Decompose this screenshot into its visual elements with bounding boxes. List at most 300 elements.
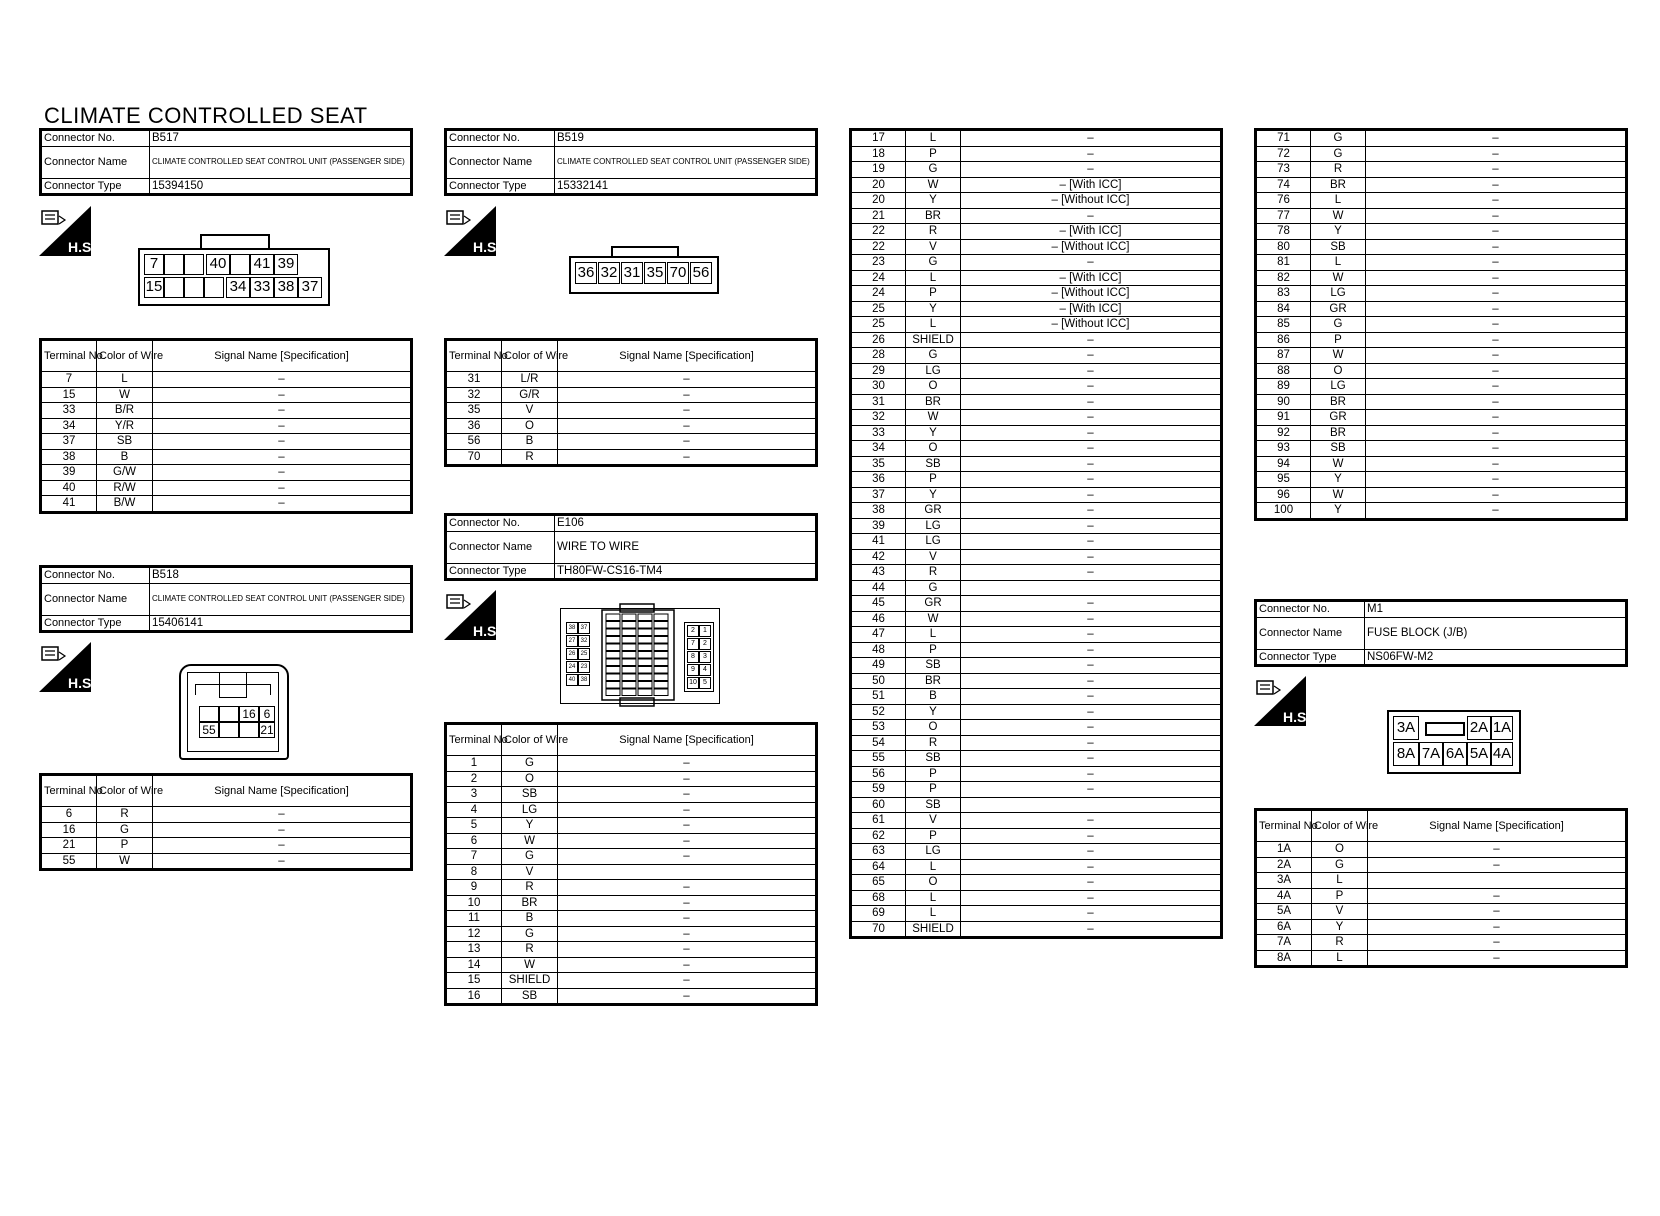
terminal-no-cell: 32 (446, 387, 502, 403)
cavity (606, 629, 620, 636)
terminal-no-cell: 28 (851, 348, 906, 364)
signal-name-cell: – (558, 973, 817, 989)
wire-color-cell: SB (502, 988, 558, 1005)
terminal-no-cell: 89 (1256, 379, 1311, 395)
wire-color-cell: GR (1311, 301, 1366, 317)
signal-name-cell: – (153, 449, 412, 465)
terminal-no-cell: 93 (1256, 441, 1311, 457)
wire-color-cell: P (906, 782, 961, 798)
wire-color-cell: G (97, 822, 153, 838)
pin: 8A (1393, 742, 1419, 766)
table-row (1256, 255, 1627, 271)
cavity (638, 682, 652, 689)
signal-name-cell: – (1368, 842, 1627, 858)
table-row (851, 611, 1222, 627)
signal-name-cell: – (961, 425, 1222, 441)
table-row (851, 518, 1222, 534)
pin: 3 (699, 651, 711, 663)
table-row (1256, 270, 1627, 286)
signal-name-cell: – (961, 906, 1222, 922)
signal-name-cell: – (1366, 193, 1627, 209)
terminal-no-cell: 76 (1256, 193, 1311, 209)
signal-name-cell: – (1366, 441, 1627, 457)
wire-color-cell: G (1311, 317, 1366, 333)
signal-name-cell: – [With ICC] (961, 177, 1222, 193)
wire-color-cell: G (502, 849, 558, 865)
terminal-no-cell: 21 (41, 838, 97, 854)
pin: 24 (566, 661, 578, 673)
terminal-no-cell: 26 (851, 332, 906, 348)
table-row (1256, 208, 1627, 224)
signal-name-cell: – (153, 434, 412, 450)
terminal-no-cell: 90 (1256, 394, 1311, 410)
table-row (41, 449, 412, 465)
connector-name-label: Connector Name (1256, 617, 1365, 649)
b519-info (444, 128, 818, 196)
pin: 40 (566, 674, 578, 686)
pin: 32 (578, 635, 590, 647)
signal-name-cell: – (961, 704, 1222, 720)
terminal-no-cell: 24 (851, 270, 906, 286)
cavity (606, 667, 620, 674)
terminal-no-cell: 13 (446, 942, 502, 958)
hs-label: H.S. (473, 623, 501, 639)
wire-color-cell: SB (906, 751, 961, 767)
connector-type-value: TH80FW-CS16-TM4 (555, 563, 817, 580)
table-row (446, 926, 817, 942)
table-row (446, 802, 817, 818)
connector-no-value: B519 (555, 130, 817, 147)
terminal-no-cell: 6 (41, 807, 97, 823)
b517-info (39, 128, 413, 196)
pin: 4A (1491, 742, 1513, 766)
terminal-no-cell: 49 (851, 658, 906, 674)
signal-name-cell: – (961, 518, 1222, 534)
table-row (446, 387, 817, 403)
terminal-no-cell: 70 (446, 449, 502, 466)
signal-name-cell: – (961, 735, 1222, 751)
wire-color-cell: Y (906, 704, 961, 720)
signal-name-cell: – [Without ICC] (961, 239, 1222, 255)
pin: 9 (687, 664, 699, 676)
pin: 41 (250, 254, 274, 275)
table-row (41, 418, 412, 434)
wire-color-cell: V (906, 549, 961, 565)
wire-color-cell: SHIELD (502, 973, 558, 989)
pin: 4 (699, 664, 711, 676)
terminal-no-cell: 35 (851, 456, 906, 472)
wire-color-cell: V (1312, 904, 1368, 920)
connector-type-label: Connector Type (41, 615, 150, 632)
table-row (1256, 487, 1627, 503)
terminal-no-cell: 37 (41, 434, 97, 450)
terminal-no-header: Terminal No. (41, 340, 97, 372)
table-row (851, 704, 1222, 720)
signal-name-cell: – (558, 771, 817, 787)
signal-name-cell: – (961, 875, 1222, 891)
pin: 35 (644, 262, 666, 284)
cavity (654, 652, 668, 659)
cavity (606, 637, 620, 644)
cavity (622, 659, 636, 666)
table-row (1256, 410, 1627, 426)
wire-color-cell: SB (1311, 239, 1366, 255)
signal-name-cell: – (961, 348, 1222, 364)
terminal-no-cell: 3A (1256, 873, 1312, 889)
terminal-no-cell: 20 (851, 193, 906, 209)
wire-color-cell: LG (906, 363, 961, 379)
signal-name-cell: – (558, 957, 817, 973)
connector-info-table (444, 513, 818, 581)
signal-name-cell: – (1366, 162, 1627, 178)
wire-color-cell: W (906, 611, 961, 627)
signal-name-cell: – [Without ICC] (961, 193, 1222, 209)
signal-name-cell: – (1366, 425, 1627, 441)
pin: 2 (699, 638, 711, 650)
signal-name-cell: – (1366, 317, 1627, 333)
table-row (446, 942, 817, 958)
terminal-no-cell: 31 (446, 372, 502, 388)
signal-name-cell: – (961, 549, 1222, 565)
signal-name-cell: – (153, 822, 412, 838)
connector-type-label: Connector Type (446, 178, 555, 195)
cavity (638, 652, 652, 659)
cavity (622, 674, 636, 681)
e106-pin-table-c (1254, 128, 1628, 521)
cavity (638, 667, 652, 674)
e106-pin-table-b (849, 128, 1223, 939)
terminal-no-cell: 24 (851, 286, 906, 302)
signal-name-cell: – (558, 988, 817, 1005)
terminal-no-cell: 39 (41, 465, 97, 481)
table-row (851, 828, 1222, 844)
terminal-no-cell: 53 (851, 720, 906, 736)
pin: 32 (598, 262, 620, 284)
terminal-no-cell: 37 (851, 487, 906, 503)
wire-color-cell: L (906, 130, 961, 147)
e106-connector-face (560, 604, 722, 708)
wire-color-cell: P (1311, 332, 1366, 348)
table-row (1256, 239, 1627, 255)
cavity (638, 659, 652, 666)
terminal-no-cell: 19 (851, 162, 906, 178)
signal-name-cell: – (1366, 239, 1627, 255)
signal-name-cell: – (1366, 503, 1627, 520)
wire-color-cell: SB (1311, 441, 1366, 457)
signal-name-cell: – (961, 673, 1222, 689)
wire-color-cell: L (906, 627, 961, 643)
signal-name-cell: – (1366, 348, 1627, 364)
table-row (41, 807, 412, 823)
pin-table (444, 722, 818, 1006)
wire-color-cell: L (1312, 873, 1368, 889)
signal-name-cell: – (1366, 456, 1627, 472)
wire-color-cell: G (906, 580, 961, 596)
color-of-wire-header: Color of Wire (97, 775, 153, 807)
terminal-no-cell: 44 (851, 580, 906, 596)
connector-no-label: Connector No. (446, 130, 555, 147)
terminal-no-cell: 60 (851, 797, 906, 813)
table-row (851, 813, 1222, 829)
table-row (851, 239, 1222, 255)
cavity (622, 644, 636, 651)
signal-name-cell: – (558, 942, 817, 958)
terminal-no-cell: 30 (851, 379, 906, 395)
signal-name-cell: – (1368, 950, 1627, 967)
color-of-wire-header: Color of Wire (97, 340, 153, 372)
table-row (851, 487, 1222, 503)
signal-name-cell: – (961, 332, 1222, 348)
table-row (851, 859, 1222, 875)
terminal-no-cell: 87 (1256, 348, 1311, 364)
terminal-no-cell: 94 (1256, 456, 1311, 472)
signal-name-cell: – (961, 487, 1222, 503)
signal-name-cell: – (1366, 332, 1627, 348)
signal-name-cell: – (558, 372, 817, 388)
terminal-no-cell: 42 (851, 549, 906, 565)
wire-color-cell: R (906, 565, 961, 581)
terminal-no-cell: 6 (446, 833, 502, 849)
table-row (41, 496, 412, 513)
cavity (654, 614, 668, 621)
terminal-no-cell: 36 (446, 418, 502, 434)
signal-name-cell: – (558, 787, 817, 803)
signal-name-cell: – (1368, 935, 1627, 951)
pin: 10 (687, 677, 699, 689)
table-row (1256, 317, 1627, 333)
wire-color-cell: Y (1311, 224, 1366, 240)
table-row (446, 372, 817, 388)
terminal-no-cell: 5 (446, 818, 502, 834)
signal-name-cell: – (153, 387, 412, 403)
terminal-no-cell: 72 (1256, 146, 1311, 162)
signal-name-cell: – (1366, 286, 1627, 302)
terminal-no-cell: 74 (1256, 177, 1311, 193)
cavity (622, 629, 636, 636)
wire-color-cell: L (906, 859, 961, 875)
terminal-no-cell: 54 (851, 735, 906, 751)
wire-color-cell: L (1312, 950, 1368, 967)
terminal-no-cell: 21 (851, 208, 906, 224)
table-row (446, 818, 817, 834)
terminal-no-cell: 62 (851, 828, 906, 844)
signal-name-cell: – (1368, 904, 1627, 920)
terminal-no-cell: 16 (446, 988, 502, 1005)
terminal-no-cell: 40 (41, 480, 97, 496)
table-row (851, 534, 1222, 550)
signal-name-cell: – (558, 756, 817, 772)
signal-name-cell: – (153, 372, 412, 388)
terminal-no-cell: 86 (1256, 332, 1311, 348)
wire-color-cell: Y (502, 818, 558, 834)
e106-info (444, 513, 818, 581)
terminal-no-cell: 36 (851, 472, 906, 488)
signal-name-cell: – (153, 480, 412, 496)
signal-name-cell: – (1366, 487, 1627, 503)
table-row (1256, 935, 1627, 951)
terminal-no-cell: 55 (41, 853, 97, 870)
table-row (446, 895, 817, 911)
connector-name-value: CLIMATE CONTROLLED SEAT CONTROL UNIT (PASSENGER SIDE) (555, 146, 817, 178)
b519-pin-table (444, 338, 818, 467)
wire-color-cell: B/R (97, 403, 153, 419)
wire-color-cell: SHIELD (906, 921, 961, 938)
cavity (654, 667, 668, 674)
table-row (1256, 456, 1627, 472)
table-row (851, 797, 1222, 813)
pin: 31 (621, 262, 643, 284)
wire-color-cell: G (1311, 146, 1366, 162)
table-row (1256, 394, 1627, 410)
table-row (446, 787, 817, 803)
cavity (638, 644, 652, 651)
wire-color-cell: R (97, 807, 153, 823)
wire-color-cell: GR (1311, 410, 1366, 426)
signal-name-cell: – (961, 921, 1222, 938)
table-row (851, 472, 1222, 488)
pin: 37 (578, 622, 590, 634)
table-row (851, 208, 1222, 224)
signal-name-cell: – (558, 802, 817, 818)
wire-color-cell: G/W (97, 465, 153, 481)
table-row (1256, 286, 1627, 302)
terminal-no-cell: 38 (41, 449, 97, 465)
wire-color-cell: GR (906, 596, 961, 612)
signal-name-cell: – (961, 363, 1222, 379)
terminal-no-cell: 47 (851, 627, 906, 643)
terminal-no-cell: 84 (1256, 301, 1311, 317)
table-row (1256, 904, 1627, 920)
signal-name-cell: – (1366, 363, 1627, 379)
connector-type-value: 15332141 (555, 178, 817, 195)
terminal-no-cell: 33 (851, 425, 906, 441)
signal-name-cell: – (961, 689, 1222, 705)
wire-color-cell: P (906, 828, 961, 844)
terminal-no-cell: 29 (851, 363, 906, 379)
connector-info-table (1254, 599, 1628, 667)
cavity (606, 644, 620, 651)
wire-color-cell: Y (906, 193, 961, 209)
table-row (1256, 162, 1627, 178)
terminal-no-cell: 11 (446, 911, 502, 927)
wire-color-cell: G (906, 255, 961, 271)
wire-color-cell: W (1311, 270, 1366, 286)
terminal-no-cell: 92 (1256, 425, 1311, 441)
wire-color-cell: W (906, 177, 961, 193)
cavity (622, 637, 636, 644)
wire-color-cell: LG (1311, 379, 1366, 395)
table-row (1256, 130, 1627, 147)
table-row (446, 911, 817, 927)
connector-name-label: Connector Name (41, 146, 150, 178)
signal-name-cell: – (961, 565, 1222, 581)
table-row (41, 822, 412, 838)
connector-no-value: E106 (555, 515, 817, 532)
connector-type-value: NS06FW-M2 (1365, 649, 1627, 666)
table-row (1256, 472, 1627, 488)
table-row (1256, 950, 1627, 967)
terminal-no-cell: 71 (1256, 130, 1311, 147)
signal-name-cell: – (961, 627, 1222, 643)
cavity (638, 674, 652, 681)
table-row (1256, 919, 1627, 935)
pin: 40 (206, 254, 230, 275)
terminal-no-cell: 41 (41, 496, 97, 513)
signal-name-cell: – (961, 828, 1222, 844)
table-row (446, 434, 817, 450)
table-row (41, 853, 412, 870)
pin: 5 (699, 677, 711, 689)
pin: 6A (1443, 742, 1467, 766)
terminal-no-cell: 34 (41, 418, 97, 434)
wire-color-cell: Y (906, 487, 961, 503)
signal-name-header: Signal Name [Specification] (1368, 810, 1627, 842)
pin: 15 (144, 277, 164, 298)
wire-color-cell: B (502, 911, 558, 927)
table-row (446, 833, 817, 849)
terminal-no-cell: 100 (1256, 503, 1311, 520)
pin: 26 (566, 648, 578, 660)
table-row (851, 673, 1222, 689)
signal-name-cell: – [With ICC] (961, 301, 1222, 317)
pin: 55 (199, 722, 219, 738)
connector-no-label: Connector No. (446, 515, 555, 532)
table-row (851, 751, 1222, 767)
signal-name-cell: – (961, 146, 1222, 162)
table-row (851, 255, 1222, 271)
hs-harness-side-icon (39, 642, 96, 692)
terminal-no-cell: 4A (1256, 888, 1312, 904)
m1-info (1254, 599, 1628, 667)
terminal-no-cell: 56 (446, 434, 502, 450)
signal-name-cell: – (961, 534, 1222, 550)
table-row (1256, 301, 1627, 317)
terminal-no-cell: 69 (851, 906, 906, 922)
wire-color-cell: SB (97, 434, 153, 450)
terminal-no-cell: 23 (851, 255, 906, 271)
table-row (851, 379, 1222, 395)
signal-name-cell (961, 580, 1222, 596)
wire-color-cell: V (502, 864, 558, 880)
signal-name-cell: – (558, 833, 817, 849)
terminal-no-cell: 7A (1256, 935, 1312, 951)
table-row (446, 988, 817, 1005)
wire-color-cell: P (906, 472, 961, 488)
wire-color-cell: G (906, 348, 961, 364)
signal-name-header: Signal Name [Specification] (558, 724, 817, 756)
signal-name-cell: – (961, 782, 1222, 798)
terminal-no-cell: 4 (446, 802, 502, 818)
wire-color-cell: P (906, 146, 961, 162)
signal-name-cell: – (961, 596, 1222, 612)
pin: 25 (578, 648, 590, 660)
table-row (851, 410, 1222, 426)
signal-name-header: Signal Name [Specification] (558, 340, 817, 372)
terminal-no-cell: 16 (41, 822, 97, 838)
signal-name-cell: – (1366, 146, 1627, 162)
wire-color-cell: R (906, 735, 961, 751)
table-row (851, 317, 1222, 333)
hs-label: H.S. (1283, 709, 1311, 725)
wire-color-cell: W (1311, 348, 1366, 364)
signal-name-cell: – (1366, 177, 1627, 193)
terminal-no-cell: 15 (446, 973, 502, 989)
table-row (1256, 146, 1627, 162)
connector-name-value: CLIMATE CONTROLLED SEAT CONTROL UNIT (PASSENGER SIDE) (150, 583, 412, 615)
table-row (446, 973, 817, 989)
table-row (1256, 888, 1627, 904)
signal-name-cell: – (153, 838, 412, 854)
